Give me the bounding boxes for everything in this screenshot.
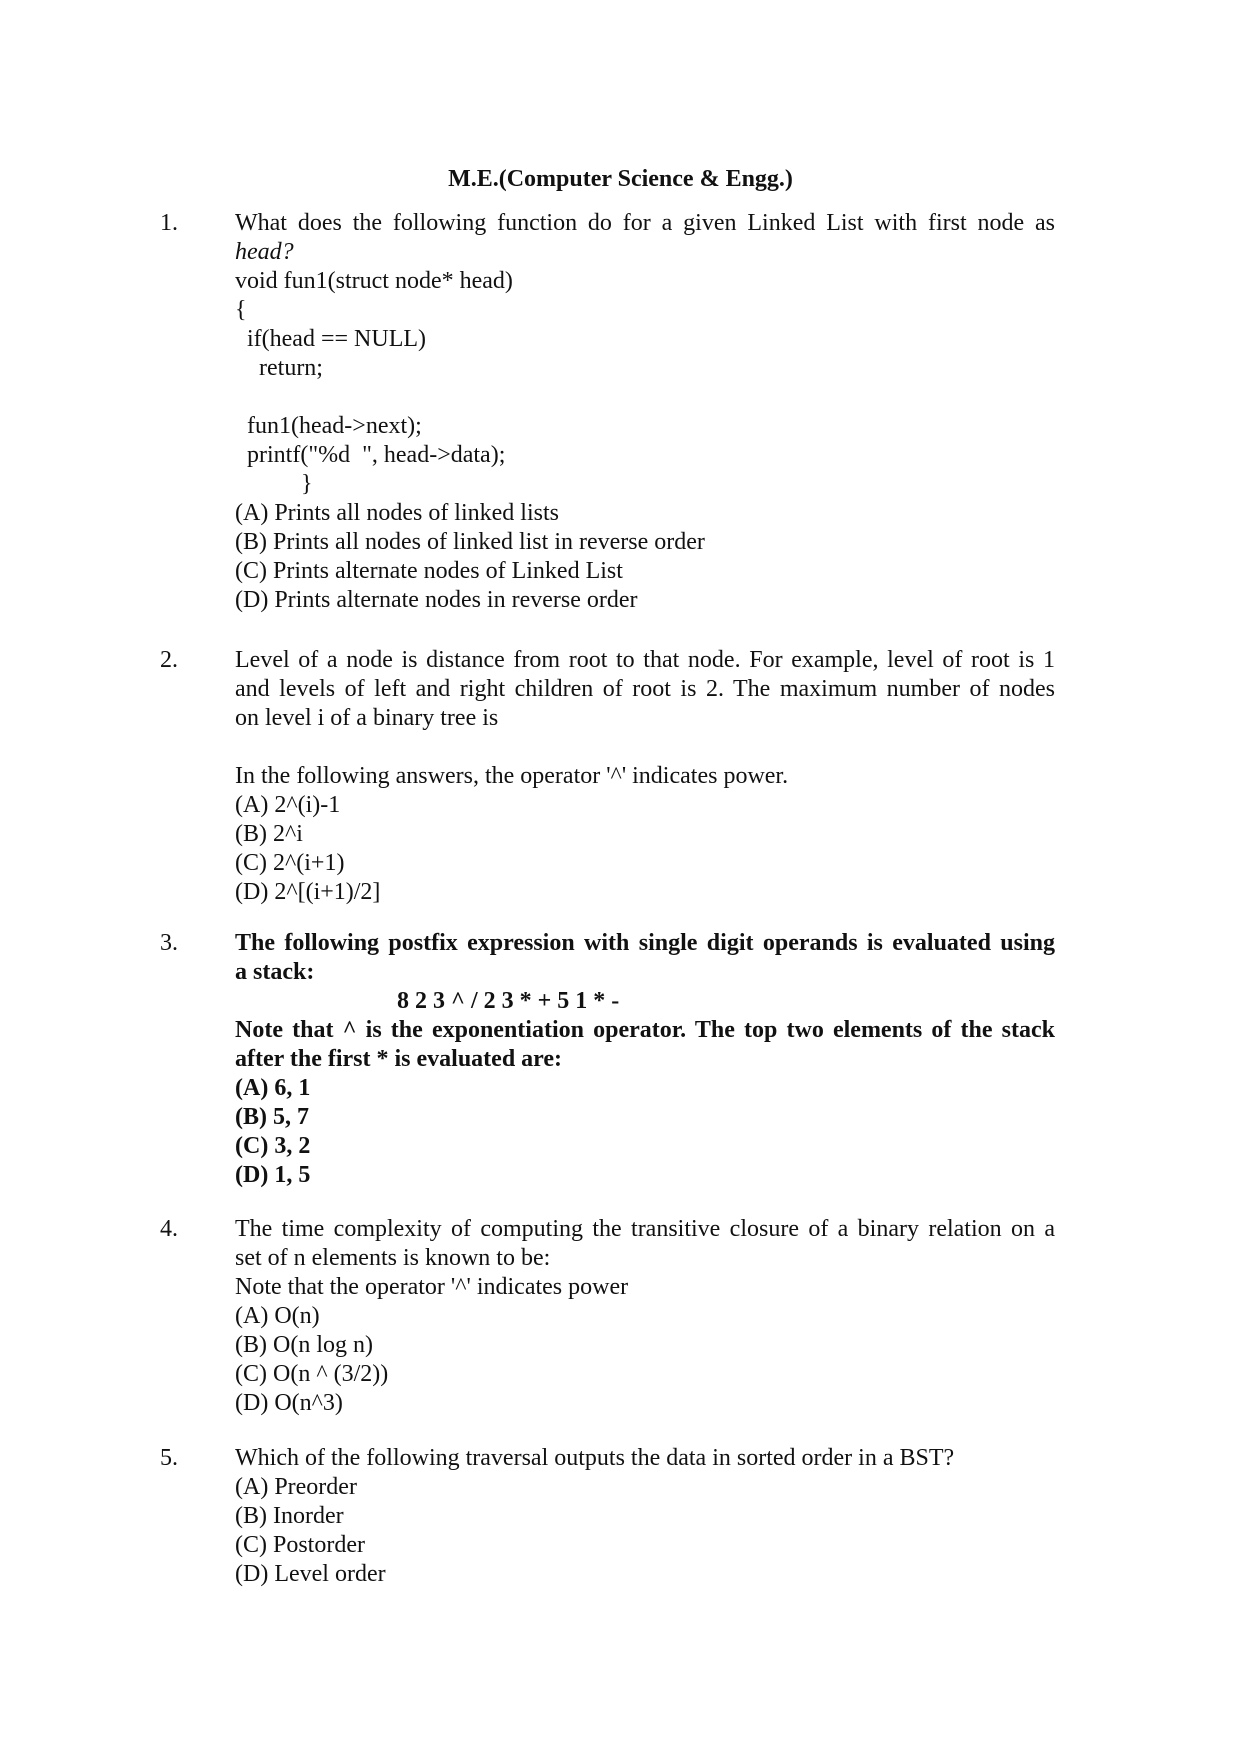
answer-option: (D) 1, 5 [235,1162,311,1188]
code-line: { [235,297,247,323]
code-line [235,383,1055,412]
answer-option: (B) 2^i [235,821,303,847]
answer-option: (A) 2^(i)-1 [235,792,341,818]
question-stem: Which of the following traversal outputs the data in sorted order in a BST? [235,1445,955,1471]
answer-option: (A) Prints all nodes of linked lists [235,500,559,526]
code-line: fun1(head->next); [235,413,422,439]
question-stem: and levels of left and right children of root is 2. The maximum number of nodes [235,676,1055,702]
code-line: } [235,471,313,497]
spacer [235,733,1055,762]
answer-option: (A) 6, 1 [235,1075,311,1101]
answer-option: (B) O(n log n) [235,1332,373,1358]
question-stem: head? [235,239,294,265]
question-body [235,646,1055,907]
question-number: 2. [160,647,178,673]
question-stem: The time complexity of computing the transitive closure of a binary relation on a [235,1216,1055,1242]
code-line: void fun1(struct node* head) [235,268,513,294]
question-body [235,929,1055,1190]
answer-option: (D) Prints alternate nodes in reverse order [235,587,638,613]
question-stem: What does the following function do for a given Linked List with first node as [235,210,1055,236]
question-number: 3. [160,930,178,956]
question-stem: on level i of a binary tree is [235,705,499,731]
answer-option: (C) 2^(i+1) [235,850,345,876]
answer-option: (C) Postorder [235,1532,365,1558]
question-note: Note that ^ is the exponentiation operator. The top two elements of the stack [235,1017,1055,1043]
page-title: M.E.(Computer Science & Engg.) [448,166,793,192]
question-body [235,209,1055,615]
question-number: 1. [160,210,178,236]
answer-option: (D) O(n^3) [235,1390,343,1416]
answer-option: (A) O(n) [235,1303,320,1329]
question-stem: a stack: [235,959,315,985]
answer-option: (B) Inorder [235,1503,344,1529]
question-body [235,1215,1055,1418]
answer-option: (B) Prints all nodes of linked list in reverse order [235,529,705,555]
question-note: Note that the operator '^' indicates power [235,1274,629,1300]
answer-option: (B) 5, 7 [235,1104,309,1130]
answer-option: (C) 3, 2 [235,1133,311,1159]
postfix-expression: 8 2 3 ^ / 2 3 * + 5 1 * - [397,988,620,1014]
code-line: printf("%d ", head->data); [235,442,506,468]
answer-option: (A) Preorder [235,1474,357,1500]
code-line: return; [235,355,323,381]
question-number: 4. [160,1216,178,1242]
question-stem: set of n elements is known to be: [235,1245,551,1271]
code-line: if(head == NULL) [235,326,427,352]
answer-option: (C) O(n ^ (3/2)) [235,1361,389,1387]
question-note: In the following answers, the operator '^' indicates power. [235,763,789,789]
answer-option: (D) Level order [235,1561,386,1587]
question-stem: The following postfix expression with single digit operands is evaluated using [235,930,1055,956]
question-note: after the first * is evaluated are: [235,1046,563,1072]
answer-option: (D) 2^[(i+1)/2] [235,879,381,905]
answer-option: (C) Prints alternate nodes of Linked List [235,558,623,584]
question-stem: Level of a node is distance from root to that node. For example, level of root is 1 [235,647,1055,673]
question-body [235,1444,1055,1589]
question-number: 5. [160,1445,178,1471]
